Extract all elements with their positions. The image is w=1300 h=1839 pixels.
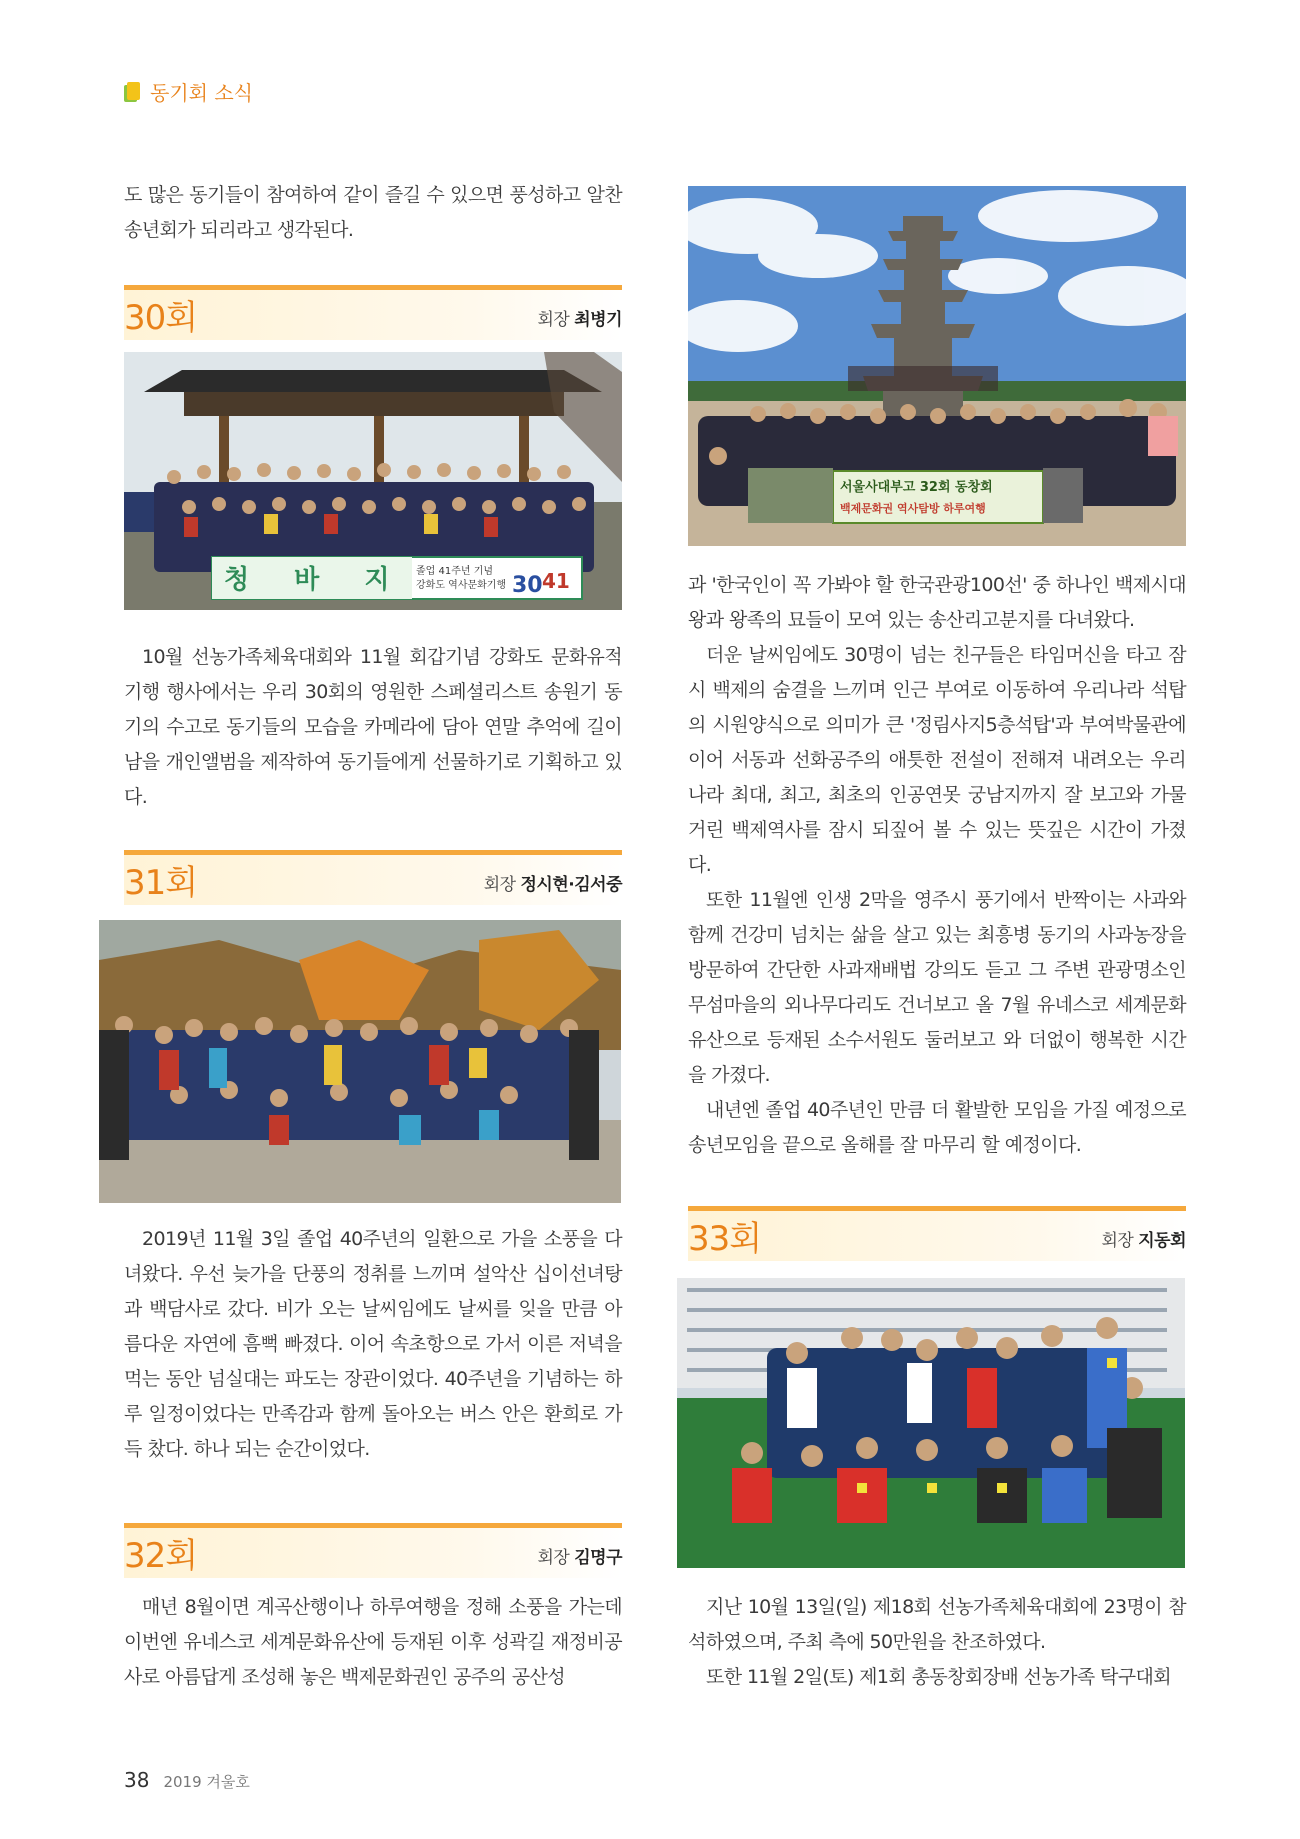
president-line: 회장 김명구 — [537, 1548, 622, 1568]
banner-32-line2: 백제문화권 역사탐방 하루여행 — [840, 502, 986, 515]
body-31: 2019년 11월 3일 졸업 40주년의 일환으로 가을 소풍을 다녀왔다. 우선 늦가을 단풍의 정취를 느끼며 설악산 십이선녀탕과 백담사로 갔다. 비가 오는 날씨임에도 날씨를 잊을 만큼 아름다운 자연에 흠뻑 빠졌다. 이어 속초항으로 가서 이른 저녁을 먹는 동안 넘실대는 파도는 장관이었다. 40주년을 기념하는 하루 일정이었다는 만족감과 함께 돌아오는 버스 안은 환희로 가득 찼다. 하나 되는 순간이었다. — [124, 1228, 622, 1460]
president-line: 회장 지동회 — [1101, 1231, 1186, 1251]
body-32-p2: 더운 날씨임에도 30명이 넘는 친구들은 타임머신을 타고 잠시 백제의 숨결을 느끼며 인근 부여로 이동하여 우리나라 석탑의 시원양식으로 의미가 큰 '정림사지5층석탑'과 부여박물관에 이어 서동과 선화공주의 애틋한 전설이 전해져 내려오는 우리나라 최대, 최고, 최초의 인공연못 궁남지까지 잘 보고와 가물거린 백제역사를 잠시 되짚어 볼 수 있는 뜻깊은 시간이 가졌다. — [688, 644, 1186, 876]
section-label: 동기회 소식 — [150, 80, 253, 105]
photo-32-pagoda — [688, 186, 1186, 546]
body-33-p1: 지난 10월 13일(일) 제18회 선농가족체육대회에 23명이 참석하였으며, 주최 측에 50만원을 찬조하였다. — [688, 1596, 1186, 1653]
body-32-part2 — [688, 568, 1186, 1163]
body-33-p2: 또한 11월 2일(토) 제1회 총동창회장배 선농가족 탁구대회 — [706, 1666, 1172, 1688]
banner-30-name: 청 바 지 — [224, 565, 408, 595]
body-32-p3: 또한 11월엔 인생 2막을 영주시 풍기에서 반짝이는 사과와 함께 건강미 넘치는 삶을 살고 있는 최흥병 동기의 사과농장을 방문하여 간단한 사과재배법 강의도 듣고 그 주변 관광명소인 무섬마을의 외나무다리도 건너보고 올 7월 유네스코 세계문화유산으로 등재된 소수서원도 둘러보고 와 더없이 행복한 시간을 가졌다. — [688, 889, 1186, 1086]
section-tag — [124, 76, 253, 106]
photo-31-group — [99, 920, 621, 1203]
body-33 — [688, 1590, 1186, 1695]
issue-label: 2019 겨울호 — [163, 1773, 250, 1791]
section-header-33 — [688, 1206, 1186, 1261]
section-header-32 — [124, 1523, 622, 1578]
section-number: 31회 — [124, 863, 198, 903]
banner-30-sub2: 강화도 역사문화기행 — [416, 580, 507, 591]
photo-33-group — [677, 1278, 1185, 1568]
page-number: 38 — [124, 1768, 150, 1792]
intro-text: 도 많은 동기들이 참여하여 같이 즐길 수 있으면 풍성하고 알찬 송년회가 되리라고 생각된다. — [124, 184, 622, 241]
body-32-p1: 과 '한국인이 꼭 가봐야 할 한국관광100선' 중 하나인 백제시대 왕과 왕족의 묘들이 모여 있는 송산리고분지를 다녀왔다. — [688, 574, 1186, 631]
body-32-p4: 내년엔 졸업 40주년인 만큼 더 활발한 모임을 가질 예정으로 송년모임을 끝으로 올해를 잘 마무리 할 예정이다. — [688, 1099, 1186, 1156]
banner-30-num2: 41 — [542, 569, 570, 593]
photo-30-group — [124, 352, 622, 610]
body-32-part1: 매년 8월이면 계곡산행이나 하루여행을 정해 소풍을 가는데 이번엔 유네스코 세계문화유산에 등재된 이후 성곽길 재정비공사로 아름답게 조성해 놓은 백제문화권인 공주의 공산성 — [124, 1596, 622, 1688]
page-footer — [124, 1768, 250, 1792]
section-header-31 — [124, 850, 622, 905]
section-number: 30회 — [124, 298, 198, 338]
notebook-icon — [124, 80, 142, 102]
section-header-30 — [124, 285, 622, 340]
banner-30-num: 30 — [512, 573, 543, 598]
section-number: 32회 — [124, 1536, 198, 1576]
president-line: 회장 정시현·김서중 — [483, 875, 622, 895]
banner-32-line1: 서울사대부고 32회 동창회 — [840, 480, 993, 495]
section-number: 33회 — [688, 1219, 762, 1259]
president-line: 회장 최병기 — [537, 310, 622, 330]
banner-30-sub1: 졸업 41주년 기념 — [416, 566, 494, 577]
body-30: 10월 선농가족체육대회와 11월 회갑기념 강화도 문화유적 기행 행사에서는 우리 30회의 영원한 스페셜리스트 송원기 동기의 수고로 동기들의 모습을 카메라에 담아 연말 추억에 길이 남을 개인앨범을 제작하여 동기들에게 선물하기로 기획하고 있다. — [124, 646, 622, 808]
